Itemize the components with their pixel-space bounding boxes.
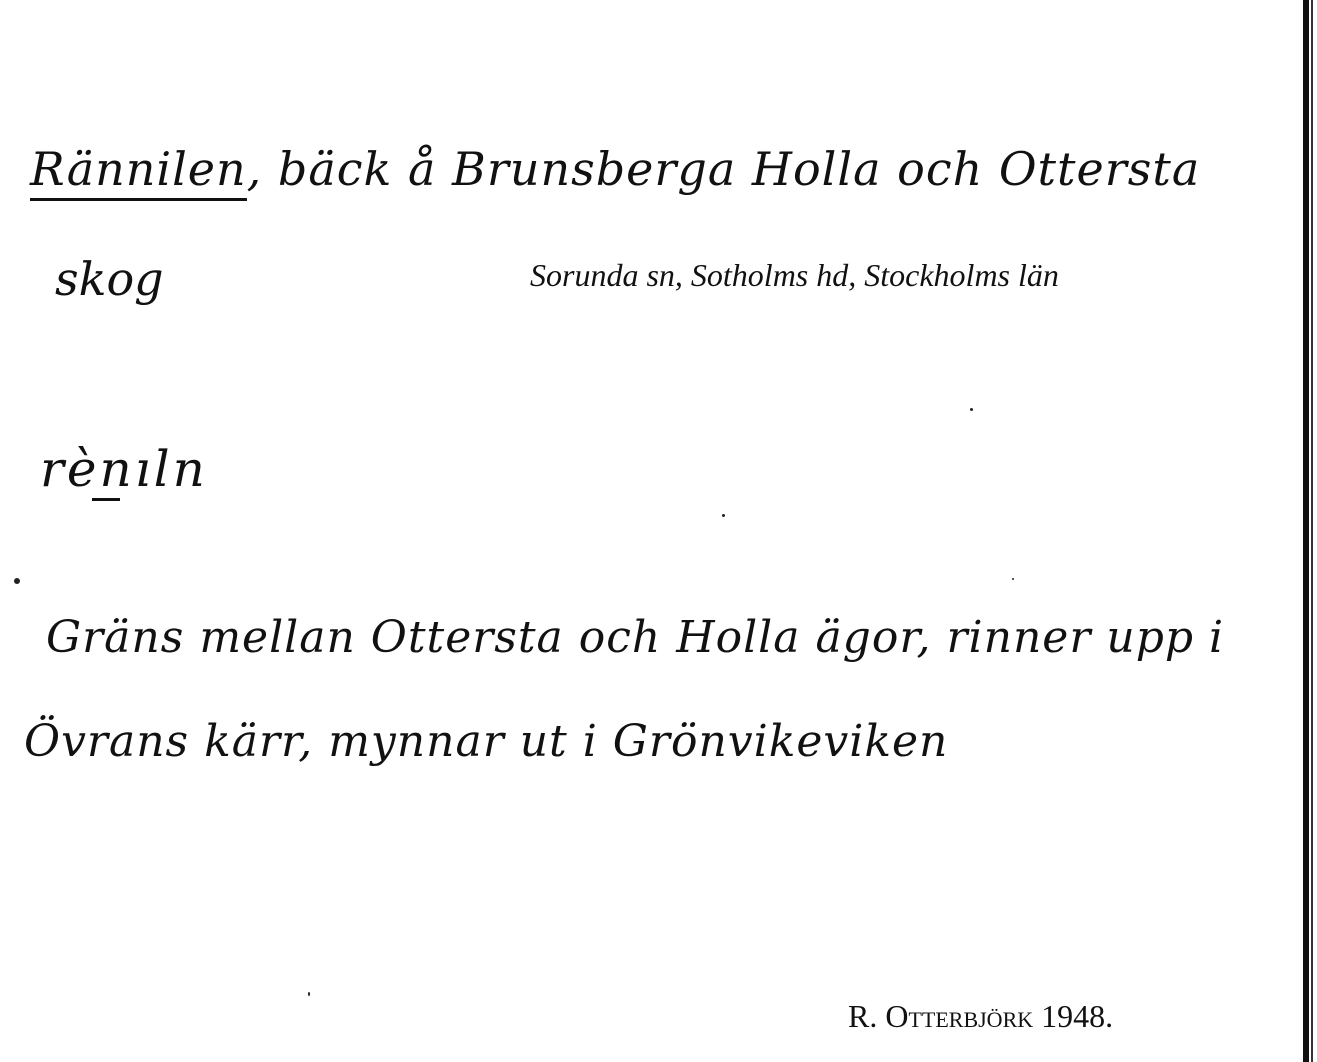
signature-stamp: R. Otterbjörk 1948. (848, 998, 1114, 1034)
place-description: , bäck å Brunsberga Holla och Ottersta (246, 142, 1201, 196)
description-line-1: Gräns mellan Ottersta och Holla ägor, rinner upp i (46, 612, 1225, 663)
ink-speck (1012, 578, 1014, 580)
heading-continuation: skog (55, 252, 164, 306)
heading-line (30, 142, 1200, 196)
ink-speck (308, 992, 310, 996)
place-name: Rännilen (30, 142, 247, 201)
card-edge-border (1303, 0, 1309, 1062)
location-stamp: Sorunda sn, Sotholms hd, Stockholms län (530, 257, 1059, 293)
ink-speck (14, 578, 20, 584)
card-edge-border-inner (1311, 0, 1313, 1062)
ink-speck (970, 408, 973, 411)
pronunciation-stress-mark (92, 498, 120, 501)
ink-speck (722, 514, 725, 517)
pronunciation: rènıln (40, 440, 208, 498)
description-line-2: Övrans kärr, mynnar ut i Grönvikeviken (24, 716, 949, 767)
